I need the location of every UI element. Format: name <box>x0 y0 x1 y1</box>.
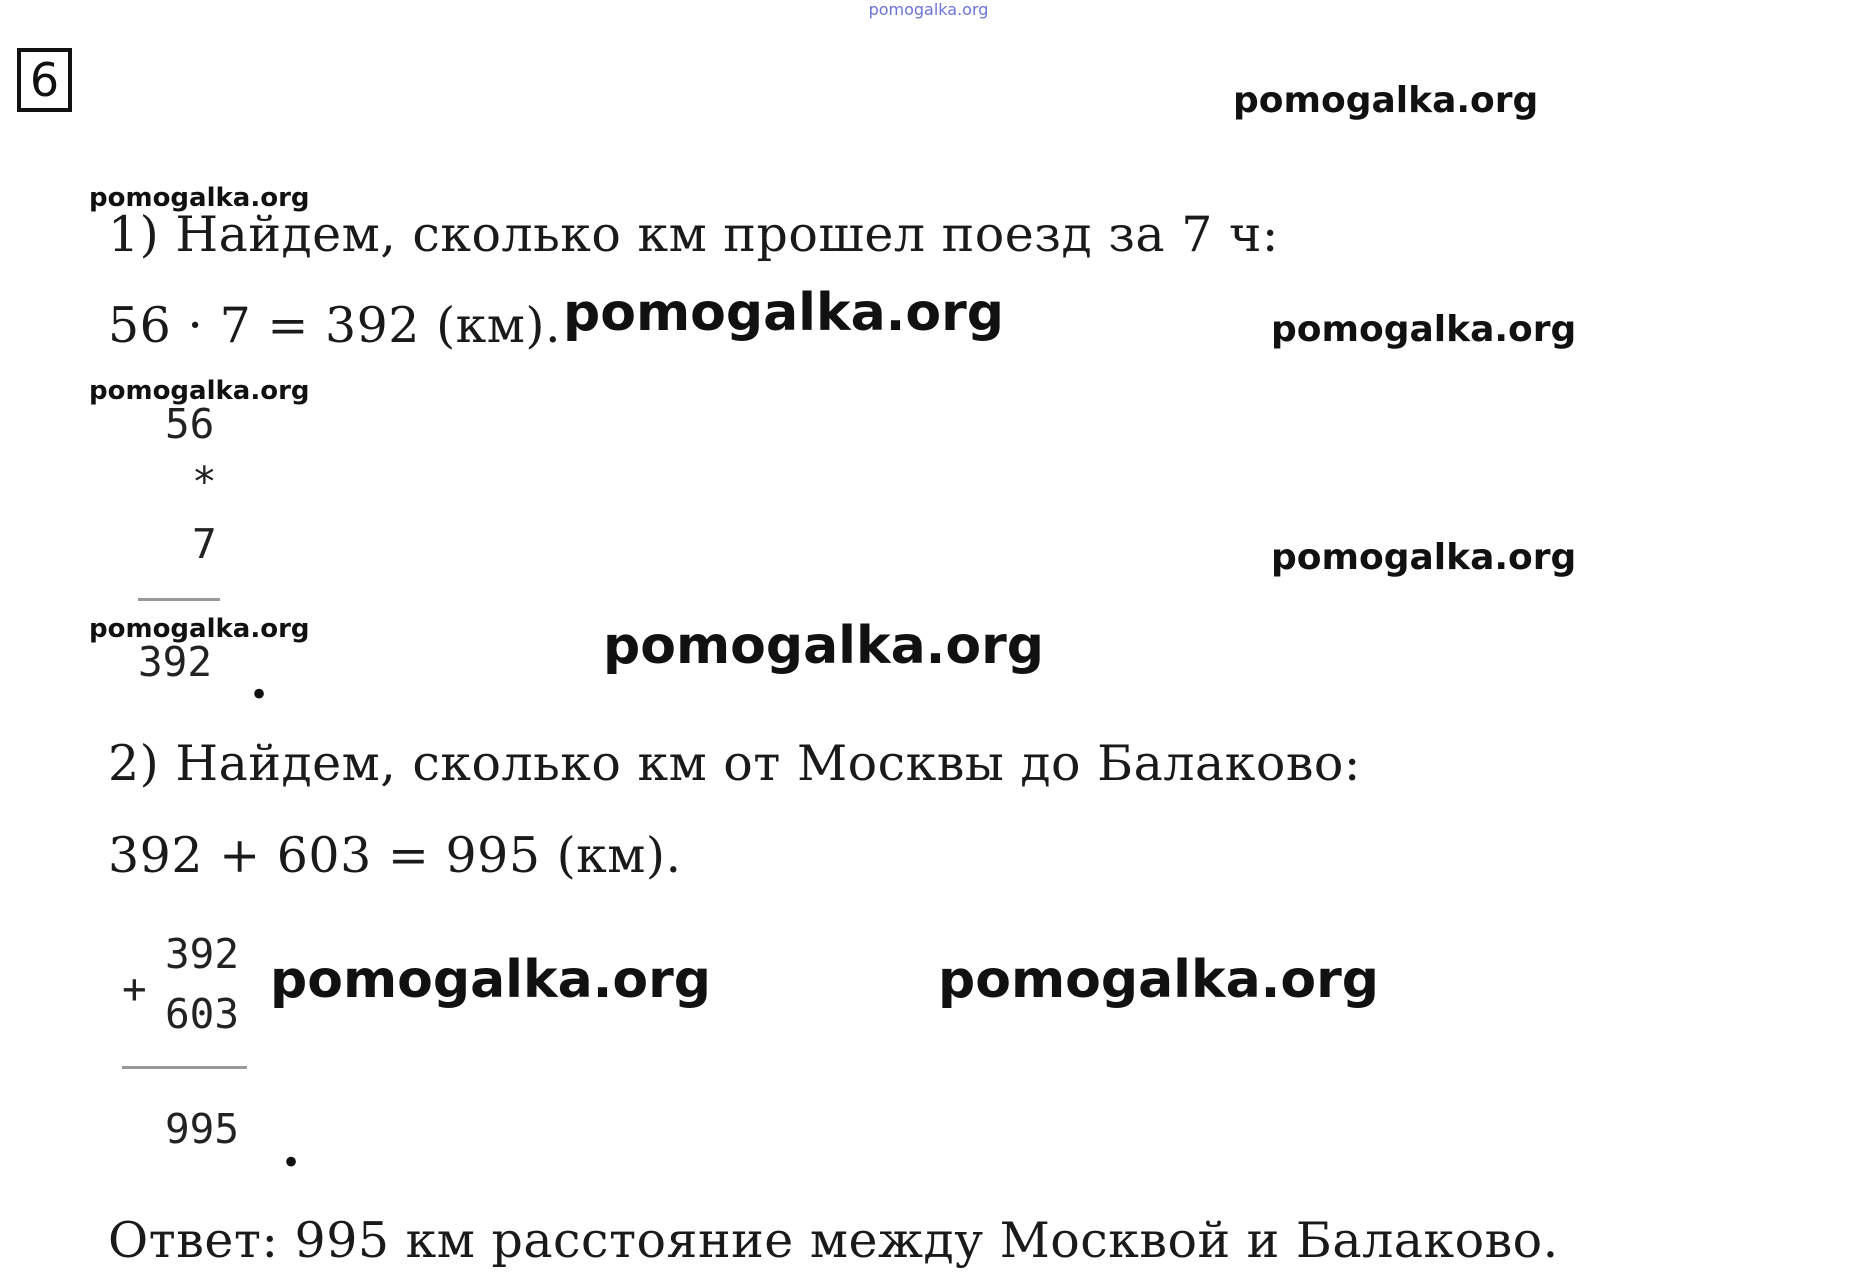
column-rule <box>122 1066 247 1069</box>
task-number-badge: 6 <box>17 48 72 112</box>
watermark-large: pomogalka.org <box>938 950 1380 1010</box>
watermark-right: pomogalka.org <box>1271 537 1577 578</box>
watermark-large: pomogalka.org <box>563 283 1005 343</box>
column-result: 392 <box>138 638 213 686</box>
step1-equation: 56 · 7 = 392 (км). <box>108 297 562 354</box>
top-watermark: pomogalka.org <box>868 0 989 19</box>
step2-equation: 392 + 603 = 995 (км). <box>108 827 682 884</box>
watermark-large: pomogalka.org <box>603 616 1045 676</box>
watermark-header: pomogalka.org <box>1233 80 1539 121</box>
watermark-right: pomogalka.org <box>1271 309 1577 350</box>
column-operator-plus: + <box>122 965 147 1013</box>
column-result: 995 <box>165 1105 240 1153</box>
column-operand-2: 603 <box>165 990 240 1038</box>
watermark-large: pomogalka.org <box>270 950 712 1010</box>
column-operand-1: 392 <box>165 930 240 978</box>
column-rule <box>138 598 220 601</box>
column-operand-2: 7 <box>192 520 217 568</box>
column-operand-1: 56 <box>165 400 215 448</box>
watermark-small: pomogalka.org <box>89 376 310 406</box>
watermark-small: pomogalka.org <box>89 183 310 213</box>
step1-heading: 1) Найдем, сколько км прошел поезд за 7 ч: <box>108 206 1279 263</box>
answer-line: Ответ: 995 км расстояние между Москвой и Балаково. <box>108 1212 1559 1269</box>
column-end-mark: . <box>282 1118 301 1179</box>
column-operator-multiply: * <box>192 458 217 506</box>
step2-heading: 2) Найдем, сколько км от Москвы до Балаково: <box>108 735 1361 792</box>
column-end-mark: . <box>250 650 269 711</box>
watermark-small: pomogalka.org <box>89 614 310 644</box>
